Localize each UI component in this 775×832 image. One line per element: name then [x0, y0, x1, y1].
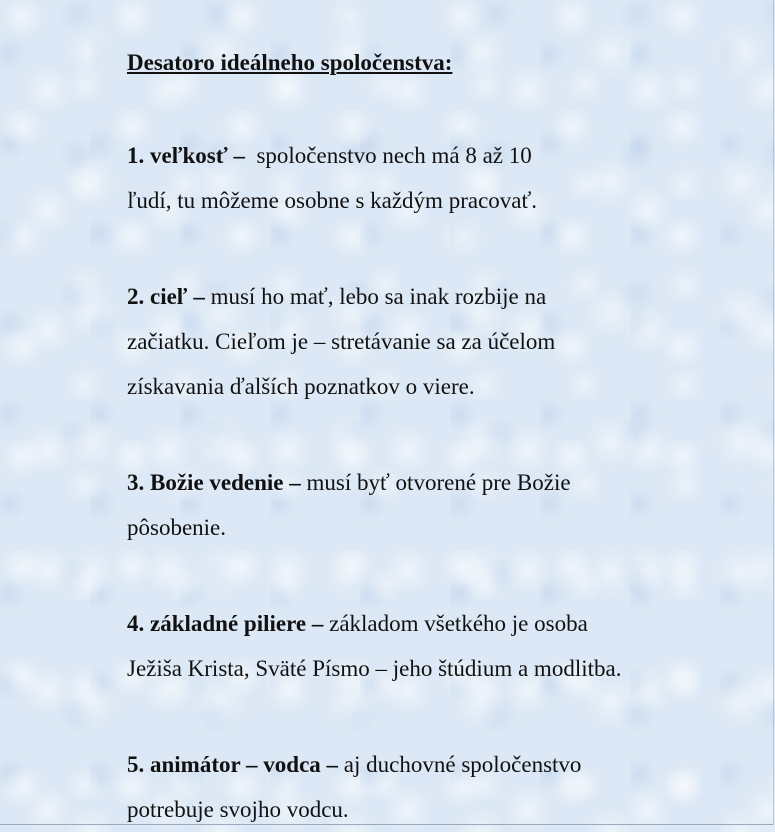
list-item-text: ľudí, tu môžeme osobne s každým pracovať. — [127, 188, 538, 213]
list-item-first-line — [127, 601, 727, 646]
document-body — [127, 44, 727, 832]
list-item-text: aj duchovné spoločenstvo — [343, 752, 582, 777]
list-item — [127, 133, 727, 223]
list-item-text: musí byť otvorené pre Božie — [306, 470, 571, 495]
list-item-text: potrebuje svojho vodcu. — [127, 797, 349, 822]
list-item-label: 3. Božie vedenie – — [127, 470, 301, 495]
list-item-text: musí ho mať, lebo sa inak rozbije na — [210, 284, 547, 309]
list-item-text: základom všetkého je osoba — [329, 611, 588, 636]
list-item-label: 4. základné piliere – — [127, 611, 324, 636]
list-item-text: pôsobenie. — [127, 515, 227, 540]
list-item-text: Ježiša Krista, Sväté Písmo – jeho štúdium a modlitba. — [127, 656, 622, 681]
list-item-first-line — [127, 460, 727, 505]
list-item-text: získavania ďalších poznatkov o viere. — [127, 374, 475, 399]
list-item-text: začiatku. Cieľom je – stretávanie sa za účelom — [127, 329, 556, 354]
document-title: Desatoro ideálneho spoločenstva: — [127, 50, 453, 75]
list-item-first-line — [127, 742, 727, 787]
list-item-label: 5. animátor – vodca – — [127, 752, 339, 777]
list-item-label: 1. veľkosť – — [127, 143, 245, 168]
list-item — [127, 601, 727, 691]
list-item-first-line — [127, 274, 727, 319]
list-item-text: spoločenstvo nech má 8 až 10 — [256, 143, 532, 168]
list-item — [127, 274, 727, 409]
list-item-first-line — [127, 133, 727, 178]
list-item — [127, 460, 727, 550]
list-item-label: 2. cieľ – — [127, 284, 205, 309]
list-item — [127, 742, 727, 832]
